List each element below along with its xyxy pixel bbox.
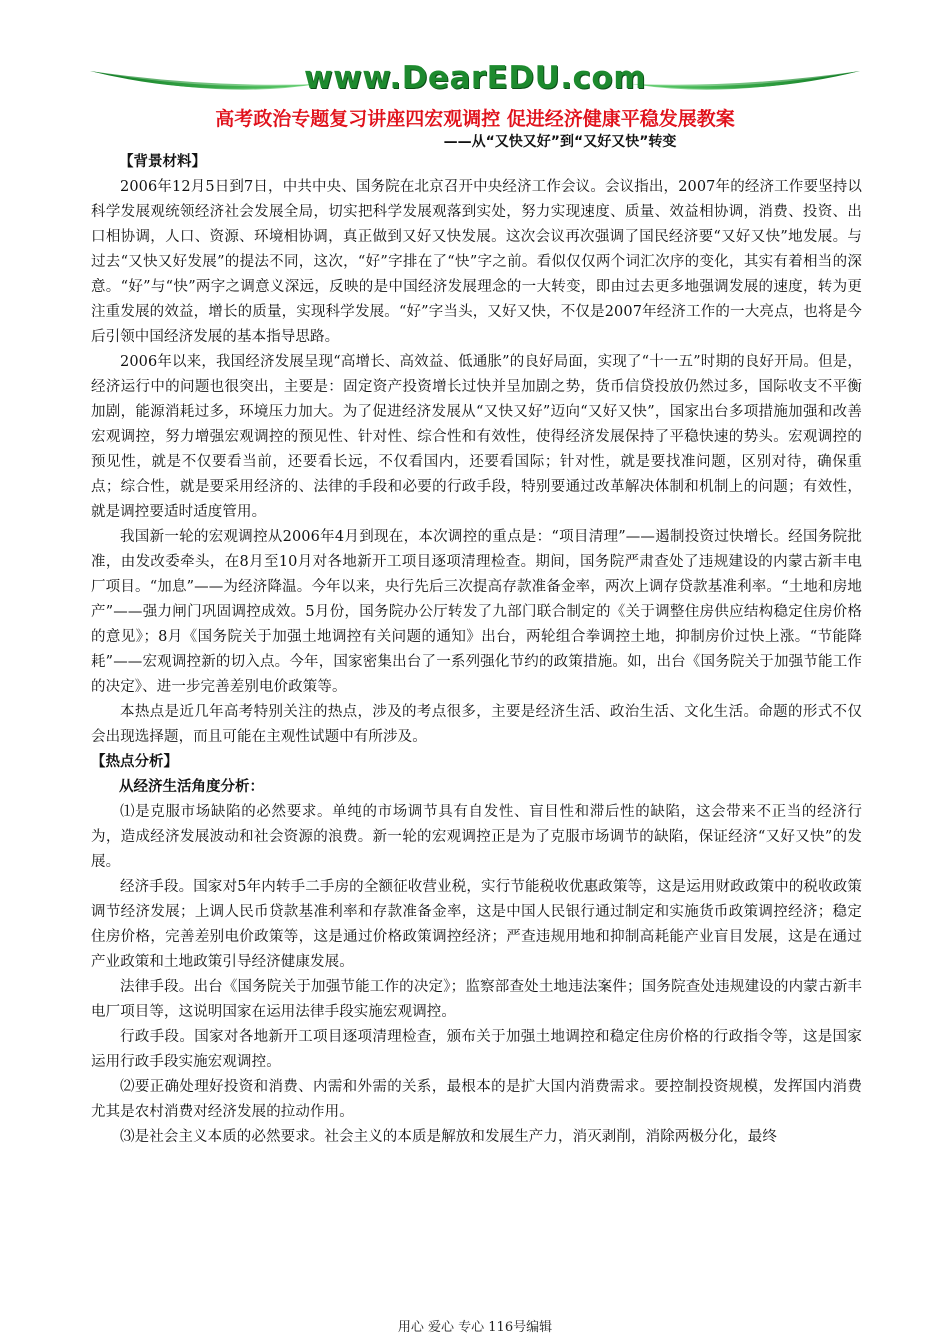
- site-logo: www.DearEDU.com: [303, 60, 646, 96]
- document-subtitle: ——从“又快又好”到“又好又快”转变: [443, 134, 677, 150]
- paragraph: 本热点是近几年高考特别关注的热点，涉及的考点很多，主要是经济生活、政治生活、文化生活。命题的形式不仅会出现选择题，而且可能在主观性试题中有所涉及。: [91, 704, 862, 745]
- paragraph: ⑵要正确处理好投资和消费、内需和外需的关系，最根本的是扩大国内消费需求。要控制投资规模，发挥国内消费尤其是农村消费对经济发展的拉动作用。: [91, 1079, 862, 1120]
- paragraph: 2006年以来，我国经济发展呈现“高增长、高效益、低通胀”的良好局面，实现了“十一五”时期的良好开局。但是，经济运行中的问题也很突出，主要是：固定资产投资增长过快并呈加剧之势，货币信贷投放仍然过多，国际收支不平衡加剧，能源消耗过多，环境压力加大。为了促进经济发展从“又快又好”迈向“又好又快”，国家出台多项措施加强和改善宏观调控，努力增强宏观调控的预见性、针对性、综合性和有效性，使得经济发展保持了平稳快速的势头。宏观调控的预见性，就是不仅要看当前，还要看长远，不仅看国内，还要看国际；针对性，就是要找准问题，区别对待，确保重点；综合性，就是要采用经济的、法律的手段和必要的行政手段，特别要通过改革解决体制和机制上的问题；有效性，就是调控要适时适度管用。: [91, 354, 862, 520]
- paragraph: 经济手段。国家对5年内转手二手房的全额征收营业税，实行节能税收优惠政策等，这是运用财政政策中的税收政策调节经济发展；上调人民币贷款基准利率和存款准备金率，这是中国人民银行通过制定和实施货币政策调控经济；稳定住房价格，完善差别电价政策等，这是通过价格政策调控经济；严查违规用地和抑制高耗能产业盲目发展，这是在通过产业政策和土地政策引导经济健康发展。: [91, 879, 862, 970]
- subheading-economic-angle: 从经济生活角度分析：: [119, 779, 264, 795]
- document-body: [91, 150, 862, 1150]
- paragraph: 行政手段。国家对各地新开工项目逐项清理检查，颁布关于加强土地调控和稳定住房价格的行政指令等，这是国家运用行政手段实施宏观调控。: [91, 1029, 862, 1070]
- site-banner: [88, 58, 862, 100]
- paragraph: 我国新一轮的宏观调控从2006年4月到现在，本次调控的重点是：“项目清理”——遏制投资过快增长。经国务院批准，由发改委牵头，在8月至10月对各地新开工项目逐项清理检查。期间，国务院严肃查处了违规建设的内蒙古新丰电厂项目。“加息”——为经济降温。今年以来，央行先后三次提高存款准备金率，两次上调存贷款基准利率。“土地和房地产”——强力闸门巩固调控成效。5月份，国务院办公厅转发了九部门联合制定的《关于调整住房供应结构稳定住房价格的意见》；8月《国务院关于加强土地调控有关问题的通知》出台，两轮组合拳调控土地，抑制房价过快上涨。“节能降耗”——宏观调控新的切入点。今年，国家密集出台了一系列强化节约的政策措施。如，出台《国务院关于加强节能工作的决定》、进一步完善差别电价政策等。: [91, 529, 862, 695]
- section-heading-background: 【背景材料】: [119, 154, 206, 170]
- paragraph: 2006年12月5日到7日，中共中央、国务院在北京召开中央经济工作会议。会议指出，2007年的经济工作要坚持以科学发展观统领经济社会发展全局，切实把科学发展观落到实处，努力实现速度、质量、效益相协调，消费、投资、出口相协调，人口、资源、环境相协调，真正做到又好又快发展。这次会议再次强调了国民经济要“又好又快”地发展。与过去“又快又好发展”的提法不同，这次，“好”字排在了“快”字之前。看似仅仅两个词汇次序的变化，其实有着相当的深意。“好”与“快”两字之调意义深远，反映的是中国经济发展理念的一大转变，即由过去更多地强调发展的速度，转为更注重发展的效益，增长的质量，实现科学发展。“好”字当头，又好又快，不仅是2007年经济工作的一大亮点，也将是今后引领中国经济发展的基本指导思路。: [91, 179, 862, 345]
- document-title: 高考政治专题复习讲座四宏观调控 促进经济健康平稳发展教案: [215, 108, 735, 130]
- paragraph: 法律手段。出台《国务院关于加强节能工作的决定》；监察部查处土地违法案件；国务院查处违规建设的内蒙古新丰电厂项目等，这说明国家在运用法律手段实施宏观调控。: [91, 979, 862, 1020]
- paragraph: ⑴是克服市场缺陷的必然要求。单纯的市场调节具有自发性、盲目性和滞后性的缺陷，这会带来不正当的经济行为，造成经济发展波动和社会资源的浪费。新一轮的宏观调控正是为了克服市场调节的缺陷，保证经济“又好又快”的发展。: [91, 804, 862, 870]
- section-heading-analysis: 【热点分析】: [91, 754, 178, 770]
- page-footer: 用心 爱心 专心 116号编辑: [397, 1320, 553, 1335]
- paragraph: ⑶是社会主义本质的必然要求。社会主义的本质是解放和发展生产力，消灭剥削，消除两极分化，最终: [120, 1129, 777, 1145]
